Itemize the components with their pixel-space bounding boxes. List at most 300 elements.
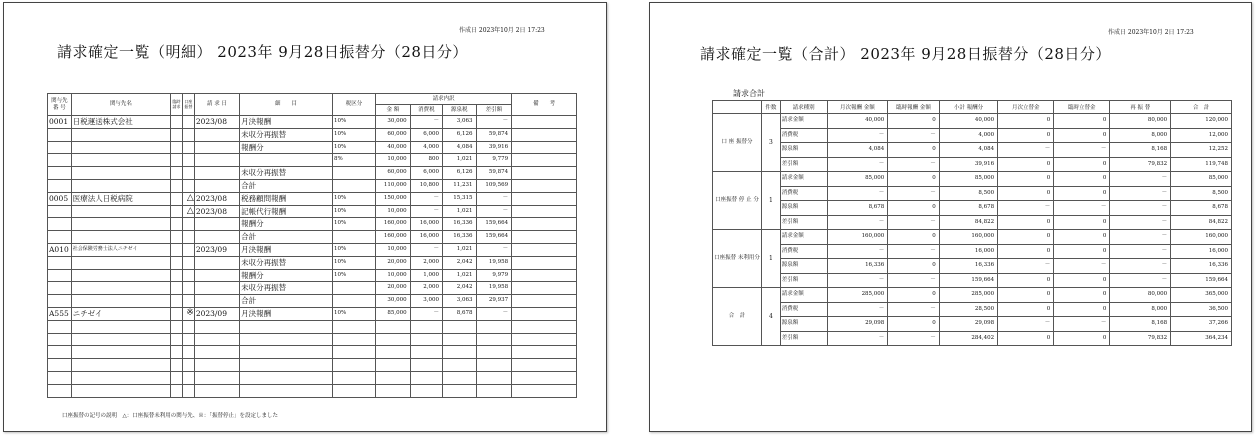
withholding-tax-cell: 4,084 [443, 141, 476, 154]
value-cell: 0 [998, 157, 1054, 172]
kanyo-name-cell [71, 359, 170, 372]
value-cell: 159,664 [939, 273, 997, 288]
value-cell: 285,000 [939, 288, 997, 303]
kanyo-code-cell [48, 256, 72, 269]
value-cell: 16,000 [939, 244, 997, 259]
rinji-cell [171, 333, 183, 346]
value-cell: 8,678 [827, 201, 888, 216]
value-cell: － [1110, 172, 1171, 187]
consumption-tax-cell: 6,000 [410, 167, 442, 180]
saimoku-cell: 未収分再振替 [240, 167, 333, 180]
saimoku-cell [240, 359, 333, 372]
value-cell: 12,252 [1171, 143, 1232, 158]
amount-cell: 160,000 [376, 218, 411, 231]
table-row [48, 116, 577, 129]
seikyu-date-cell [194, 231, 239, 244]
biko-cell [512, 282, 577, 295]
consumption-tax-cell: 6,000 [410, 128, 442, 141]
summary-table-body [713, 114, 1232, 346]
value-cell: － [888, 186, 939, 201]
amount-cell: 150,000 [376, 192, 411, 205]
value-cell: － [1110, 244, 1171, 259]
value-cell: 0 [998, 114, 1054, 129]
table-row [713, 331, 1232, 346]
kanyo-code-cell: A010 [48, 243, 72, 256]
value-cell: 85,000 [939, 172, 997, 187]
table-row [713, 201, 1232, 216]
saimoku-cell: 合計 [240, 179, 333, 192]
saimoku-cell [240, 333, 333, 346]
value-cell: 40,000 [939, 114, 997, 129]
table-row [48, 192, 577, 205]
kanyo-code-cell [48, 218, 72, 231]
seikyu-date-cell: 2023/08 [194, 205, 239, 218]
kind-cell: 源泉額 [780, 201, 827, 216]
value-cell: 8,500 [939, 186, 997, 201]
biko-cell [512, 307, 577, 320]
table-row [48, 218, 577, 231]
value-cell: － [827, 186, 888, 201]
zei-kubun-cell: 10% [332, 256, 375, 269]
saimoku-cell: 未収分再振替 [240, 128, 333, 141]
header-kanyo-code: 関与先番 号 [48, 94, 72, 116]
value-cell: － [1110, 215, 1171, 230]
kouza-mark-cell [182, 116, 194, 129]
value-cell: 79,832 [1110, 331, 1171, 346]
consumption-tax-cell: － [410, 205, 442, 218]
seikyu-date-cell [194, 269, 239, 282]
header-kanyo-name: 関与先名 [71, 94, 170, 116]
seikyu-date-cell: 2023/09 [194, 243, 239, 256]
summary-header-row [713, 101, 1232, 114]
group-count: 3 [762, 114, 781, 172]
kouza-mark-cell [182, 384, 194, 397]
rinji-cell [171, 116, 183, 129]
biko-cell [512, 179, 577, 192]
net-amount-cell [476, 371, 512, 384]
value-cell: － [1110, 186, 1171, 201]
kind-cell: 請求金額 [780, 230, 827, 245]
amount-cell: 10,000 [376, 243, 411, 256]
value-cell: 0 [1054, 215, 1110, 230]
summary-report-page [649, 2, 1252, 432]
kanyo-code-cell [48, 205, 72, 218]
rinji-cell [171, 282, 183, 295]
rinji-cell [171, 295, 183, 308]
net-amount-cell: 159,664 [476, 231, 512, 244]
table-row [713, 186, 1232, 201]
group-count: 1 [762, 230, 781, 288]
zei-kubun-cell: 10% [332, 307, 375, 320]
consumption-tax-cell: 1,000 [410, 269, 442, 282]
withholding-tax-cell: 6,126 [443, 167, 476, 180]
kind-cell: 差引額 [780, 157, 827, 172]
consumption-tax-cell: － [410, 243, 442, 256]
summary-header-cell: 臨時報酬 金額 [888, 101, 939, 114]
rinji-cell [171, 307, 183, 320]
zei-kubun-cell [332, 346, 375, 359]
zei-kubun-cell [332, 167, 375, 180]
seikyu-date-cell [194, 167, 239, 180]
kouza-mark-cell [182, 167, 194, 180]
rinji-cell [171, 269, 183, 282]
kanyo-code-cell [48, 269, 72, 282]
withholding-tax-cell [443, 359, 476, 372]
saimoku-cell: 月決報酬 [240, 307, 333, 320]
biko-cell [512, 218, 577, 231]
consumption-tax-cell: 16,000 [410, 231, 442, 244]
section-label: 請求合計 [733, 89, 765, 98]
value-cell: 160,000 [939, 230, 997, 245]
value-cell: 0 [998, 172, 1054, 187]
biko-cell [512, 359, 577, 372]
consumption-tax-cell [410, 346, 442, 359]
value-cell: － [888, 331, 939, 346]
value-cell: 0 [888, 317, 939, 332]
kanyo-name-cell [71, 282, 170, 295]
kanyo-name-cell: ニチゼイ [71, 307, 170, 320]
saimoku-cell [240, 320, 333, 333]
value-cell: 159,664 [1171, 273, 1232, 288]
group-label: 口 座 振替分 [713, 114, 762, 172]
value-cell: 0 [998, 244, 1054, 259]
kanyo-name-cell: 日税運送株式会社 [71, 116, 170, 129]
value-cell: 364,234 [1171, 331, 1232, 346]
kouza-mark-cell [182, 295, 194, 308]
value-cell: － [998, 201, 1054, 216]
value-cell: － [888, 302, 939, 317]
rinji-cell [171, 218, 183, 231]
summary-header-cell: 月次報酬 金額 [827, 101, 888, 114]
value-cell: 0 [998, 288, 1054, 303]
zei-kubun-cell: 10% [332, 269, 375, 282]
kind-cell: 差引額 [780, 215, 827, 230]
table-row [48, 282, 577, 295]
consumption-tax-cell: 3,000 [410, 295, 442, 308]
withholding-tax-cell: 1,021 [443, 205, 476, 218]
table-row [48, 205, 577, 218]
saimoku-cell: 税務顧問報酬 [240, 192, 333, 205]
consumption-tax-cell: 2,000 [410, 256, 442, 269]
rinji-cell [171, 384, 183, 397]
amount-cell: 160,000 [376, 231, 411, 244]
value-cell: － [1110, 259, 1171, 274]
zei-kubun-cell: 10% [332, 243, 375, 256]
value-cell: － [998, 317, 1054, 332]
value-cell: 16,000 [1171, 244, 1232, 259]
table-row [713, 114, 1232, 129]
consumption-tax-cell: 10,800 [410, 179, 442, 192]
value-cell: 39,916 [939, 157, 997, 172]
amount-cell: 85,000 [376, 307, 411, 320]
table-row [713, 157, 1232, 172]
biko-cell [512, 256, 577, 269]
net-amount-cell [476, 333, 512, 346]
value-cell: 80,000 [1110, 288, 1171, 303]
zei-kubun-cell [332, 320, 375, 333]
value-cell: 4,084 [827, 143, 888, 158]
value-cell: 0 [1054, 114, 1110, 129]
table-row [48, 384, 577, 397]
net-amount-cell [476, 384, 512, 397]
value-cell: － [827, 273, 888, 288]
header-biko: 備 考 [512, 94, 577, 116]
zei-kubun-cell [332, 359, 375, 372]
kind-cell: 源泉額 [780, 259, 827, 274]
kouza-mark-cell: △ [182, 192, 194, 205]
seikyu-date-cell: 2023/08 [194, 116, 239, 129]
value-cell: － [888, 128, 939, 143]
value-cell: 0 [888, 288, 939, 303]
net-amount-cell: 159,664 [476, 218, 512, 231]
zei-kubun-cell: 10% [332, 218, 375, 231]
biko-cell [512, 192, 577, 205]
table-row [48, 128, 577, 141]
kouza-mark-cell [182, 371, 194, 384]
withholding-tax-cell: 1,021 [443, 154, 476, 167]
net-amount-cell: － [476, 307, 512, 320]
amount-cell [376, 320, 411, 333]
net-amount-cell: － [476, 116, 512, 129]
value-cell: 8,678 [939, 201, 997, 216]
value-cell: 0 [998, 331, 1054, 346]
kanyo-code-cell [48, 346, 72, 359]
kanyo-code-cell [48, 231, 72, 244]
kind-cell: 請求金額 [780, 288, 827, 303]
value-cell: 0 [1054, 244, 1110, 259]
biko-cell [512, 231, 577, 244]
withholding-tax-cell [443, 333, 476, 346]
kind-cell: 請求金額 [780, 114, 827, 129]
table-row [713, 244, 1232, 259]
value-cell: － [888, 215, 939, 230]
kouza-mark-cell [182, 256, 194, 269]
withholding-tax-cell: 2,042 [443, 256, 476, 269]
consumption-tax-cell: － [410, 192, 442, 205]
value-cell: 0 [1054, 331, 1110, 346]
value-cell: － [998, 143, 1054, 158]
value-cell: 29,098 [939, 317, 997, 332]
rinji-cell [171, 141, 183, 154]
kanyo-name-cell: 医療法人日税病院 [71, 192, 170, 205]
seikyu-date-cell [194, 141, 239, 154]
kanyo-name-cell [71, 346, 170, 359]
biko-cell [512, 384, 577, 397]
amount-cell: 40,000 [376, 141, 411, 154]
kouza-mark-cell [182, 179, 194, 192]
net-amount-cell [476, 359, 512, 372]
value-cell: － [1054, 201, 1110, 216]
kanyo-code-cell [48, 154, 72, 167]
header-kouza: 口座振替 [182, 94, 194, 116]
rinji-cell [171, 231, 183, 244]
rinji-cell [171, 179, 183, 192]
rinji-cell [171, 359, 183, 372]
table-row [713, 172, 1232, 187]
saimoku-cell: 報酬分 [240, 269, 333, 282]
seikyu-date-cell [194, 371, 239, 384]
value-cell: 12,000 [1171, 128, 1232, 143]
created-date: 作成日 2023年10月 2日 17:23 [459, 27, 545, 34]
consumption-tax-cell [410, 359, 442, 372]
consumption-tax-cell: 16,000 [410, 218, 442, 231]
rinji-cell [171, 320, 183, 333]
value-cell: 4,000 [939, 128, 997, 143]
consumption-tax-cell: 4,000 [410, 141, 442, 154]
value-cell: 0 [1054, 128, 1110, 143]
page-title: 請求確定一覧（合計） 2023年 9月28日振替分（28日分） [700, 45, 1111, 63]
rinji-cell [171, 192, 183, 205]
withholding-tax-cell: 11,231 [443, 179, 476, 192]
value-cell: 8,500 [1171, 186, 1232, 201]
consumption-tax-cell [410, 384, 442, 397]
seikyu-date-cell [194, 154, 239, 167]
value-cell: － [1110, 230, 1171, 245]
header-kingaku: 金 額 [376, 105, 411, 116]
seikyu-date-cell [194, 128, 239, 141]
saimoku-cell: 月決報酬 [240, 116, 333, 129]
value-cell: 40,000 [827, 114, 888, 129]
saimoku-cell [240, 154, 333, 167]
amount-cell: 30,000 [376, 295, 411, 308]
value-cell: － [827, 244, 888, 259]
kouza-mark-cell [182, 243, 194, 256]
value-cell: 0 [1054, 186, 1110, 201]
zei-kubun-cell [332, 371, 375, 384]
zei-kubun-cell: 10% [332, 205, 375, 218]
kanyo-name-cell [71, 384, 170, 397]
summary-header-cell: 再 振 替 [1110, 101, 1171, 114]
summary-header-cell: 臨時立替金 [1054, 101, 1110, 114]
consumption-tax-cell: － [410, 307, 442, 320]
seikyu-date-cell [194, 179, 239, 192]
consumption-tax-cell: － [410, 116, 442, 129]
kanyo-name-cell [71, 218, 170, 231]
summary-header-cell [713, 101, 762, 114]
rinji-cell [171, 243, 183, 256]
value-cell: 8,678 [1171, 201, 1232, 216]
value-cell: － [827, 331, 888, 346]
biko-cell [512, 333, 577, 346]
table-row [48, 141, 577, 154]
rinji-cell [171, 128, 183, 141]
kanyo-code-cell: 0001 [48, 116, 72, 129]
seikyu-date-cell [194, 359, 239, 372]
rinji-cell [171, 346, 183, 359]
value-cell: 0 [998, 128, 1054, 143]
withholding-tax-cell: 2,042 [443, 282, 476, 295]
biko-cell [512, 295, 577, 308]
seikyu-date-cell: 2023/09 [194, 307, 239, 320]
biko-cell [512, 141, 577, 154]
value-cell: 0 [888, 114, 939, 129]
value-cell: 84,822 [939, 215, 997, 230]
value-cell: 8,168 [1110, 143, 1171, 158]
saimoku-cell: 記帳代行報酬 [240, 205, 333, 218]
kind-cell: 差引額 [780, 273, 827, 288]
kanyo-name-cell [71, 167, 170, 180]
summary-header-cell: 請求種別 [780, 101, 827, 114]
kanyo-name-cell [71, 295, 170, 308]
zei-kubun-cell [332, 384, 375, 397]
biko-cell [512, 154, 577, 167]
table-row [713, 143, 1232, 158]
kanyo-name-cell [71, 320, 170, 333]
zei-kubun-cell [332, 231, 375, 244]
net-amount-cell: 59,874 [476, 167, 512, 180]
amount-cell [376, 371, 411, 384]
group-label: 口座振替 停 止 分 [713, 172, 762, 230]
header-zei-kubun: 税区分 [332, 94, 375, 116]
rinji-cell [171, 167, 183, 180]
saimoku-cell: 報酬分 [240, 141, 333, 154]
value-cell: 4,084 [939, 143, 997, 158]
seikyu-date-cell [194, 320, 239, 333]
table-row [48, 307, 577, 320]
kouza-mark-cell [182, 141, 194, 154]
header-saimoku: 細 目 [240, 94, 333, 116]
value-cell: 80,000 [1110, 114, 1171, 129]
table-row [48, 333, 577, 346]
footnote: 口座振替の記号の説明 △：口座振替未利用の関与先、※：「振替停止」を設定しました [62, 413, 278, 419]
value-cell: － [888, 244, 939, 259]
kanyo-name-cell [71, 371, 170, 384]
zei-kubun-cell: 10% [332, 116, 375, 129]
seikyu-date-cell: 2023/08 [194, 192, 239, 205]
value-cell: 0 [998, 273, 1054, 288]
value-cell: － [1054, 259, 1110, 274]
table-row [713, 128, 1232, 143]
seikyu-date-cell [194, 295, 239, 308]
header-gensen: 源泉税 [443, 105, 476, 116]
net-amount-cell [476, 346, 512, 359]
saimoku-cell [240, 346, 333, 359]
withholding-tax-cell: 3,063 [443, 116, 476, 129]
kanyo-name-cell [71, 154, 170, 167]
summary-header-cell: 小計 報酬分 [939, 101, 997, 114]
amount-cell: 30,000 [376, 116, 411, 129]
kanyo-code-cell [48, 384, 72, 397]
value-cell: 16,336 [1171, 259, 1232, 274]
kanyo-name-cell [71, 205, 170, 218]
table-row [48, 295, 577, 308]
kind-cell: 請求金額 [780, 172, 827, 187]
value-cell: 0 [998, 230, 1054, 245]
kouza-mark-cell [182, 154, 194, 167]
saimoku-cell: 合計 [240, 231, 333, 244]
biko-cell [512, 346, 577, 359]
kind-cell: 源泉額 [780, 317, 827, 332]
value-cell: 0 [1054, 172, 1110, 187]
value-cell: 285,000 [827, 288, 888, 303]
summary-table [712, 100, 1232, 346]
kind-cell: 消費税 [780, 186, 827, 201]
zei-kubun-cell [332, 333, 375, 346]
kanyo-code-cell [48, 141, 72, 154]
kouza-mark-cell [182, 359, 194, 372]
header-rinji: 臨時請求 [171, 94, 183, 116]
summary-header-cell: 月次立替金 [998, 101, 1054, 114]
summary-header-cell: 件数 [762, 101, 781, 114]
biko-cell [512, 205, 577, 218]
value-cell: 0 [1054, 302, 1110, 317]
created-date: 作成日 2023年10月 2日 17:23 [1108, 29, 1194, 36]
value-cell: 8,168 [1110, 317, 1171, 332]
net-amount-cell: － [476, 192, 512, 205]
withholding-tax-cell: 1,021 [443, 269, 476, 282]
seikyu-date-cell [194, 282, 239, 295]
kanyo-code-cell [48, 282, 72, 295]
